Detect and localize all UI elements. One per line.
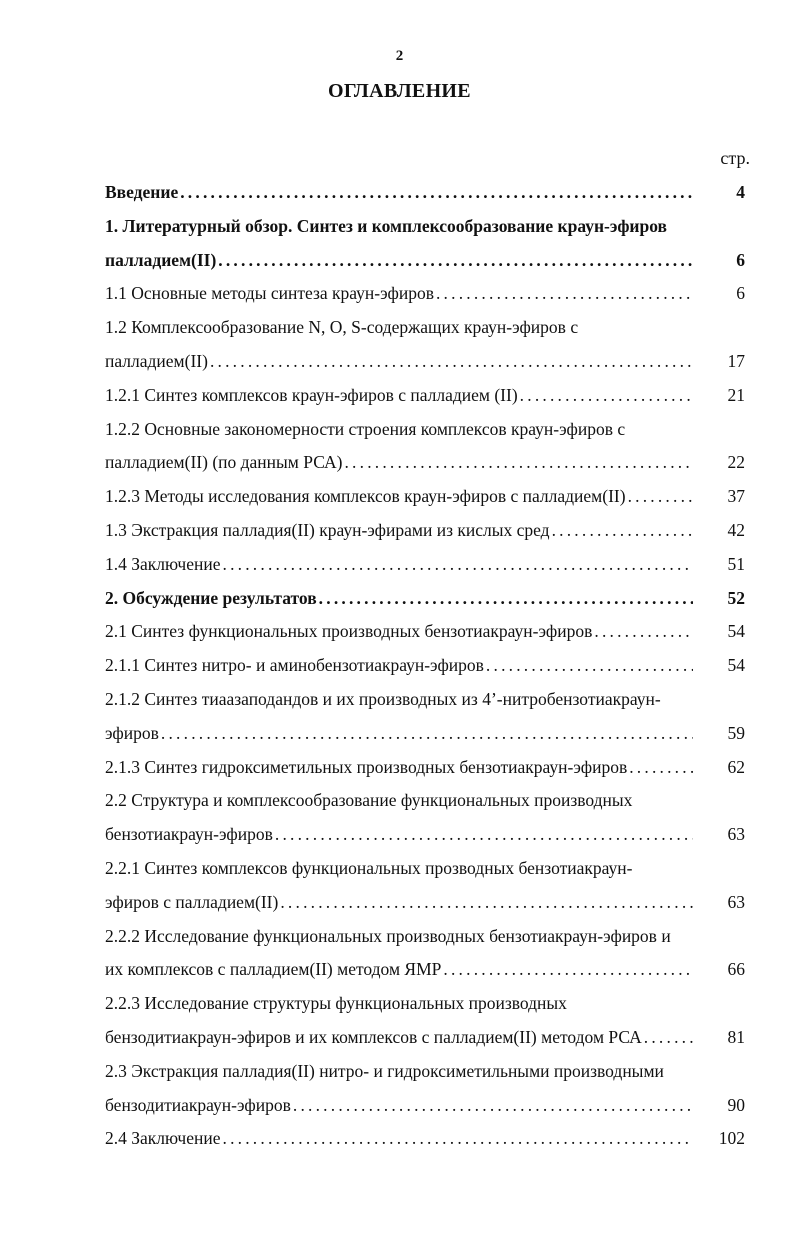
toc-entry[interactable] — [105, 277, 745, 311]
toc-entry-text: палладием(II) (по данным РСА) — [105, 452, 343, 473]
toc-entry-page: 6 — [736, 283, 745, 304]
toc-entry[interactable] — [105, 311, 745, 345]
toc-entry[interactable] — [105, 920, 745, 954]
toc-entry-page: 22 — [727, 452, 745, 473]
toc-entry[interactable] — [105, 987, 745, 1021]
dot-leader — [486, 649, 693, 683]
dot-leader — [552, 514, 693, 548]
toc-entry-text: 1.3 Экстракция палладия(II) краун-эфирами из кислых сред — [105, 519, 550, 540]
toc-entry-text: бензодитиакраун-эфиров и их комплексов с палладием(II) методом РСА — [105, 1026, 642, 1047]
table-of-contents — [105, 176, 745, 1156]
toc-entry[interactable] — [105, 717, 745, 751]
toc-entry-text: 2.4 Заключение — [105, 1128, 221, 1149]
toc-entry[interactable] — [105, 514, 745, 548]
dot-leader — [280, 886, 693, 920]
toc-entry-text: 2.2.3 Исследование структуры функциональных производных — [105, 993, 567, 1014]
toc-entry-text: 2.1.1 Синтез нитро- и аминобензотиакраун-эфиров — [105, 655, 484, 676]
toc-entry[interactable] — [105, 683, 745, 717]
toc-entry[interactable] — [105, 210, 745, 244]
toc-entry-page: 63 — [727, 824, 745, 845]
toc-entry-page: 21 — [727, 384, 745, 405]
toc-entry-text: 2.1.2 Синтез тиаазаподандов и их производных из 4’-нитробензотиакраун- — [105, 688, 661, 709]
dot-leader — [319, 582, 693, 616]
toc-entry-text: бензодитиакраун-эфиров — [105, 1094, 291, 1115]
toc-entry-text: 1.1 Основные методы синтеза краун-эфиров — [105, 283, 434, 304]
dot-leader — [436, 277, 693, 311]
toc-entry-text: 2.1.3 Синтез гидроксиметильных производных бензотиакраун-эфиров — [105, 756, 628, 777]
toc-entry-text: эфиров — [105, 722, 159, 743]
toc-entry-text: 1. Литературный обзор. Синтез и комплексообразование краун-эфиров — [105, 215, 668, 236]
toc-entry-page: 17 — [727, 350, 745, 371]
toc-entry-page: 4 — [736, 182, 745, 202]
toc-entry[interactable] — [105, 176, 745, 210]
toc-entry[interactable] — [105, 1089, 745, 1123]
dot-leader — [594, 615, 693, 649]
toc-entry-page: 6 — [736, 249, 745, 270]
toc-entry[interactable] — [105, 1021, 745, 1055]
toc-entry-text: 1.4 Заключение — [105, 553, 221, 574]
dot-leader — [223, 1122, 694, 1156]
toc-entry-page: 66 — [727, 959, 745, 980]
page-title: ОГЛАВЛЕНИЕ — [328, 80, 471, 102]
toc-entry-page: 52 — [727, 587, 745, 608]
toc-entry-text: эфиров с палладием(II) — [105, 891, 279, 912]
toc-entry[interactable] — [105, 345, 745, 379]
toc-entry-text: 2.3 Экстракция палладия(II) нитро- и гидроксиметильными производными — [105, 1060, 664, 1081]
dot-leader — [520, 379, 693, 413]
toc-entry-page: 62 — [727, 756, 745, 777]
toc-entry[interactable] — [105, 784, 745, 818]
toc-entry[interactable] — [105, 480, 745, 514]
toc-entry[interactable] — [105, 751, 745, 785]
toc-entry[interactable] — [105, 413, 745, 447]
toc-entry-text: 2.2.2 Исследование функциональных производных бензотиакраун-эфиров и — [105, 925, 671, 946]
toc-entry-page: 63 — [727, 891, 745, 912]
toc-entry[interactable] — [105, 649, 745, 683]
toc-entry[interactable] — [105, 244, 745, 278]
toc-entry-text: их комплексов с палладием(II) методом ЯМР — [105, 959, 442, 980]
dot-leader — [223, 548, 694, 582]
dot-leader — [180, 176, 693, 210]
toc-entry[interactable] — [105, 852, 745, 886]
toc-entry-text: палладием(II) — [105, 249, 217, 270]
dot-leader — [443, 953, 693, 987]
toc-entry-page: 51 — [727, 553, 745, 574]
dot-leader — [629, 751, 693, 785]
dot-leader — [293, 1089, 693, 1123]
toc-entry-text: 2. Обсуждение результатов — [105, 587, 317, 608]
toc-entry-page: 90 — [727, 1094, 745, 1115]
toc-entry[interactable] — [105, 615, 745, 649]
toc-entry-text: 1.2.3 Методы исследования комплексов краун-эфиров с палладием(II) — [105, 486, 626, 507]
page-number: 2 — [395, 48, 404, 64]
dot-leader — [344, 446, 693, 480]
dot-leader — [628, 480, 693, 514]
dot-leader — [218, 244, 693, 278]
toc-entry-text: палладием(II) — [105, 350, 208, 371]
dot-leader — [275, 818, 693, 852]
toc-entry-page: 54 — [727, 621, 745, 642]
toc-entry[interactable] — [105, 548, 745, 582]
toc-entry-page: 102 — [718, 1128, 745, 1149]
toc-entry-text: 2.1 Синтез функциональных производных бензотиакраун-эфиров — [105, 621, 593, 642]
dot-leader — [161, 717, 693, 751]
dot-leader — [210, 345, 693, 379]
toc-entry-text: 1.2.1 Синтез комплексов краун-эфиров с палладием (II) — [105, 384, 518, 405]
toc-entry[interactable] — [105, 818, 745, 852]
toc-entry[interactable] — [105, 1122, 745, 1156]
toc-entry-text: 2.2.1 Синтез комплексов функциональных прозводных бензотиакраун- — [105, 857, 633, 878]
toc-entry[interactable] — [105, 1055, 745, 1089]
pages-column-label: стр. — [720, 148, 750, 168]
toc-entry-text: бензотиакраун-эфиров — [105, 824, 273, 845]
toc-entry-text: 2.2 Структура и комплексообразование функциональных производных — [105, 790, 633, 811]
toc-entry-text: Введение — [105, 182, 179, 202]
dot-leader — [644, 1021, 693, 1055]
toc-entry-text: 1.2 Комплексообразование N, O, S-содержащих краун-эфиров с — [105, 317, 579, 338]
toc-entry-page: 59 — [727, 722, 745, 743]
toc-entry[interactable] — [105, 379, 745, 413]
toc-entry-text: 1.2.2 Основные закономерности строения комплексов краун-эфиров с — [105, 418, 626, 439]
toc-entry-page: 54 — [727, 655, 745, 676]
toc-entry[interactable] — [105, 446, 745, 480]
toc-entry[interactable] — [105, 582, 745, 616]
toc-entry-page: 37 — [727, 486, 745, 507]
toc-entry[interactable] — [105, 953, 745, 987]
toc-entry[interactable] — [105, 886, 745, 920]
toc-entry-page: 42 — [727, 519, 745, 540]
toc-entry-page: 81 — [727, 1026, 745, 1047]
